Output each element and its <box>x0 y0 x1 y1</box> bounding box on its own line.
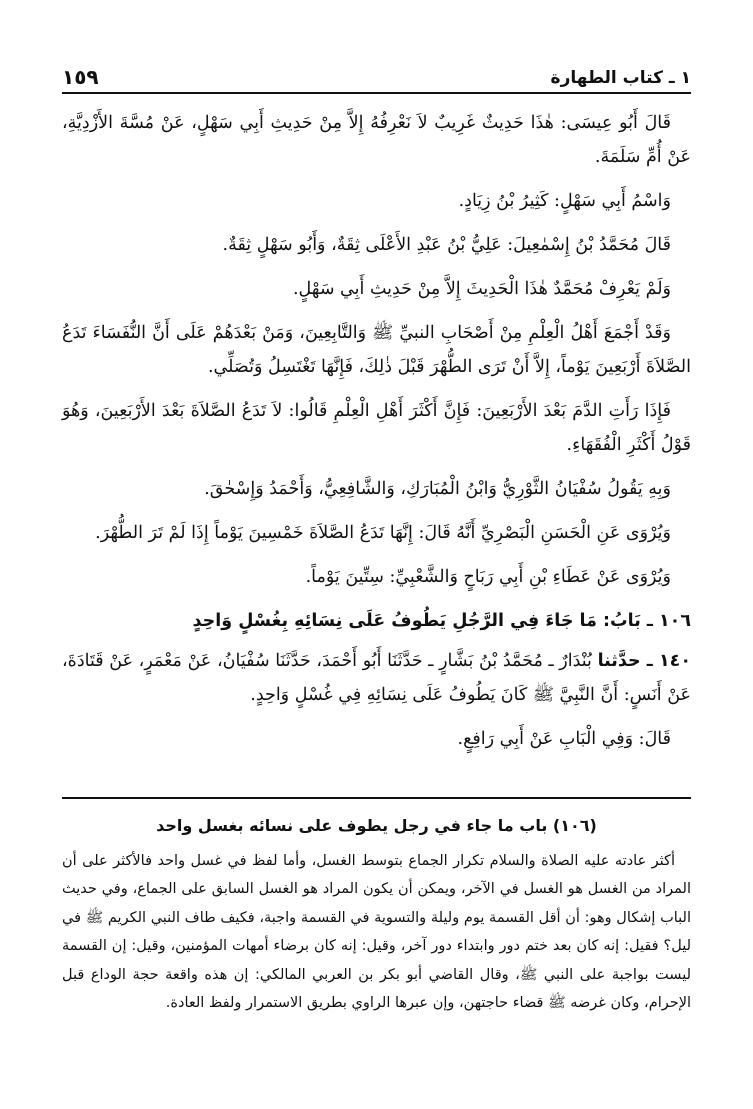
chapter-heading: ١٠٦ ـ بَابُ: مَا جَاءَ فِي الرَّجُلِ يَطُوفُ عَلَى نِسَائِهِ بِغُسْلٍ وَاحِدٍ <box>192 611 691 631</box>
paragraph: وَيُرْوَى عَنِ الْحَسَنِ الْبَصْرِيِّ أَنَّهُ قَالَ: إِنَّهَا تَدَعُ الصَّلاَةَ خَمْسِينَ يَوْماً إِذَا لَمْ تَرَ الطُّهْرَ. <box>95 523 671 543</box>
paragraph: وَبِهِ يَقُولُ سُفْيَانُ الثَّوْرِيُّ وَابْنُ الْمُبَارَكِ، وَالشَّافِعِيُّ، وَأَحْمَدُ وَإِسْحٰقَ. <box>204 479 671 499</box>
paragraph: وَاسْمُ أَبِي سَهْلٍ: كَثِيرُ بْنُ زِيَادٍ. <box>458 191 671 211</box>
hadith-text: بُنْدَارٌ ـ مُحَمَّدُ بْنُ بَشَّارٍ ـ حَدَّثَنَا أَبُو أَحْمَدَ، حَدَّثَنَا سُفْيَانُ، عَنْ مَعْمَرٍ، عَنْ قَتَادَةَ، عَنْ أَنَسٍ: أَنَّ النَّبِيَّ ﷺ كَانَ يَطُوفُ عَلَى نِسَائِهِ فِي غُسْلٍ وَاحِدٍ. <box>62 651 691 705</box>
page-number: ١٥٩ <box>62 65 99 89</box>
paragraph: قَالَ: وَفِي الْبَابِ عَنْ أَبِي رَافِعٍ. <box>457 729 671 749</box>
paragraph: قَالَ مُحَمَّدُ بْنُ إِسْمٰعِيلَ: عَلِيُّ بْنُ عَبْدِ الأَعْلَى ثِقَةٌ، وَأَبُو سَهْلٍ ثِقَةٌ. <box>222 235 671 255</box>
commentary-body: أكثر عادته عليه الصلاة والسلام تكرار الجماع بتوسط الغسل، وأما لفظ في غسل واحد فالأكثر على أن المراد من الغسل هو الغسل في الآخر، ويمكن أن يكون المراد هو الغسل السابق على الجماع، وفي حديث الباب إشكال وهو: أن أقل القسمة يوم وليلة والتسوية في القسمة واجبة، فكيف طاف النبي الكريم ﷺ في ليل؟ فقيل: إنه كان بعد ختم دور وابتداء دور آخر، وقيل: إنه كان برضاء أمهات المؤمنين، وقيل: إن القسمة ليست بواجبة على النبي ﷺ، وقال القاضي أبو بكر بن العربي المالكي: إن هذه واقعة حجة الوداع قبل الإحرام، وكان غرضه ﷺ قضاء حاجتهن، وإن عبرها الراوي بطريق الاستمرار ولفظ العادة. <box>62 852 691 1011</box>
paragraph: وَلَمْ يَعْرِفْ مُحَمَّدٌ هٰذَا الْحَدِيثَ إِلاَّ مِنْ حَدِيثِ أَبِي سَهْلٍ. <box>292 279 671 299</box>
chapter-title: ١ ـ كتاب الطهارة <box>550 68 691 88</box>
commentary-section <box>62 812 691 1018</box>
hadith-paragraph <box>62 644 691 712</box>
paragraph: قَالَ أَبُو عِيسَى: هٰذَا حَدِيثٌ غَرِيبٌ لاَ نَعْرِفُهُ إِلاَّ مِنْ حَدِيثِ أَبِي سَهْلٍ، عَنْ مُسَّةَ الأَزْدِيَّةِ، عَنْ أُمِّ سَلَمَةَ. <box>62 113 691 167</box>
paragraph: وَيُرْوَى عَنْ عَطَاءِ بْنِ أَبِي رَبَاحٍ وَالشَّعْبِيِّ: سِتِّينَ يَوْماً. <box>305 567 671 587</box>
commentary-title: (١٠٦) باب ما جاء في رجل يطوف على نسائه بغسل واحد <box>156 816 597 835</box>
divider-line <box>62 797 691 799</box>
main-text <box>62 106 691 766</box>
paragraph: وَقَدْ أَجْمَعَ أَهْلُ الْعِلْمِ مِنْ أَصْحَابِ النبيِّ ﷺ وَالتَّابِعِينَ، وَمَنْ بَعْدَهُمْ عَلَى أَنَّ النُّفَسَاءَ تَدَعُ الصَّلاَةَ أَرْبَعِينَ يَوْماً، إِلاَّ أَنْ تَرَى الطُّهْرَ قَبْلَ ذٰلِكَ، فَإِنَّهَا تَغْتَسِلُ وَتُصَلِّي. <box>62 323 691 377</box>
hadith-number: ١٤٠ ـ حدَّثنا <box>597 651 691 671</box>
running-header <box>62 58 691 94</box>
paragraph: فَإِذَا رَأَتِ الدَّمَ بَعْدَ الأَرْبَعِينَ: فَإِنَّ أَكْثَرَ أَهْلِ الْعِلْمِ قَالُوا: لاَ تَدَعُ الصَّلاَةَ بَعْدَ الأَرْبَعِينَ، وَهُوَ قَوْلُ أَكْثَرِ الْفُقَهَاءِ. <box>62 401 691 455</box>
